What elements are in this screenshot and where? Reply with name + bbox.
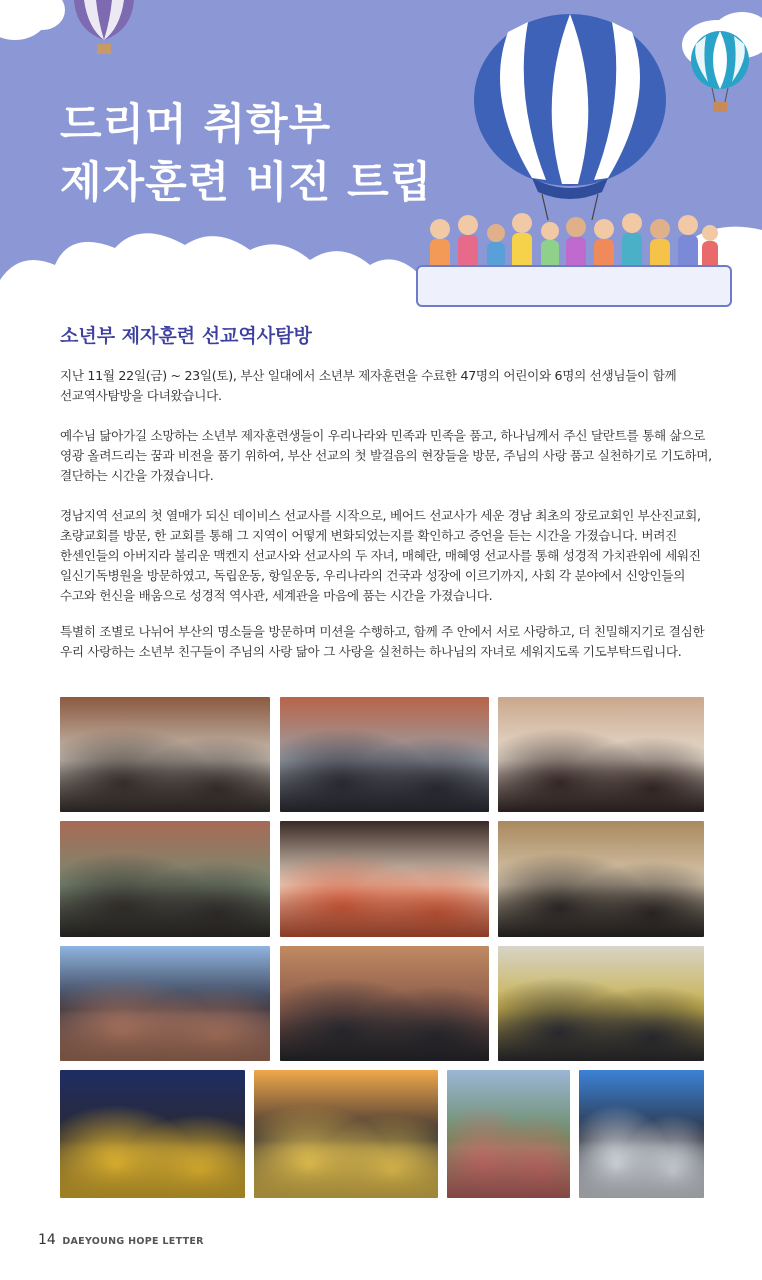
page-footer [38, 1232, 204, 1248]
paragraph-prayer: 특별히 조별로 나뉘어 부산의 명소들을 방문하며 미션을 수행하고, 함께 주 안에서 서로 사랑하고, 더 친밀해지기로 결심한 우리 사랑하는 소년부 친구들이 주님의 사랑 닮아 그 사랑을 실천하는 하나님의 자녀로 세워지도록 기도부탁드립니다. [60, 624, 705, 659]
paragraph-history: 경남지역 선교의 첫 열매가 되신 데이비스 선교사를 시작으로, 베어드 선교사가 세운 경남 최초의 장로교회인 부산진교회, 초량교회를 방문, 한 교회를 통해 그 지역이 어떻게 변화되었는지를 확인하고 증언을 듣는 시간을 가졌습니다. 버려진 한센인들의 아버지라 불리운 맥켄지 선교사와 선교사의 두 자녀, 매혜란, 매혜영 선교사를 통해 성경적 가치관위에 세워진 일신기독병원을 방문하였고, 독립운동, 항일운동, 우리나라의 건국과 성장에 이르기까지, 사회 각 분야에서 신앙인들의 수고와 헌신을 배움으로 성경적 역사관, 세계관을 마음에 품는 시간을 가졌습니다. [60, 508, 701, 603]
teal-balloon-icon [688, 30, 752, 116]
photo-meal-table [280, 821, 489, 937]
photo-church-group [280, 946, 489, 1061]
photo-hall-activity [498, 946, 704, 1061]
paragraph-vision: 예수님 닮아가길 소망하는 소년부 제자훈련생들이 우리나라와 민족과 민족을 품고, 하나님께서 주신 달란트를 통해 삶으로 영광 올려드리는 꿈과 비전을 품기 위하여, 부산 선교의 첫 발걸음의 현장들을 방문, 주님의 사랑 품고 실천하기로 기도하며, 결단하는 시간을 가졌습니다. [60, 428, 712, 483]
page-number: 14 [38, 1232, 56, 1248]
title-line-2: 제자훈련 비전 트립 [60, 158, 433, 208]
section-heading: 소년부 제자훈련 선교역사탐방 [60, 325, 312, 347]
photo-hospital-front [60, 821, 270, 937]
photo-church-steps [60, 697, 270, 812]
photo-moon-night [60, 1070, 245, 1198]
paragraph-intro: 지난 11월 22일(금) ~ 23일(토), 부산 일대에서 소년부 제자훈련을 수료한 47명의 어린이와 6명의 선생님들이 함께 선교역사탐방을 다녀왔습니다. [60, 368, 677, 403]
balloon-basket [416, 265, 732, 307]
page-title [60, 96, 432, 212]
header-banner [0, 0, 762, 320]
photo-outdoor-group [60, 946, 270, 1061]
photo-classroom [498, 821, 704, 937]
publication-name: DAEYOUNG HOPE LETTER [62, 1236, 204, 1247]
title-line-1: 드리머 취학부 [60, 100, 332, 150]
photo-brick-building [280, 697, 489, 812]
photo-tower-group [579, 1070, 704, 1198]
small-balloon-icon [72, 0, 136, 60]
photo-museum-room [498, 697, 704, 812]
photo-stairs-village [447, 1070, 570, 1198]
hot-air-balloon-icon [470, 8, 670, 223]
photo-moon-sunset [254, 1070, 438, 1198]
